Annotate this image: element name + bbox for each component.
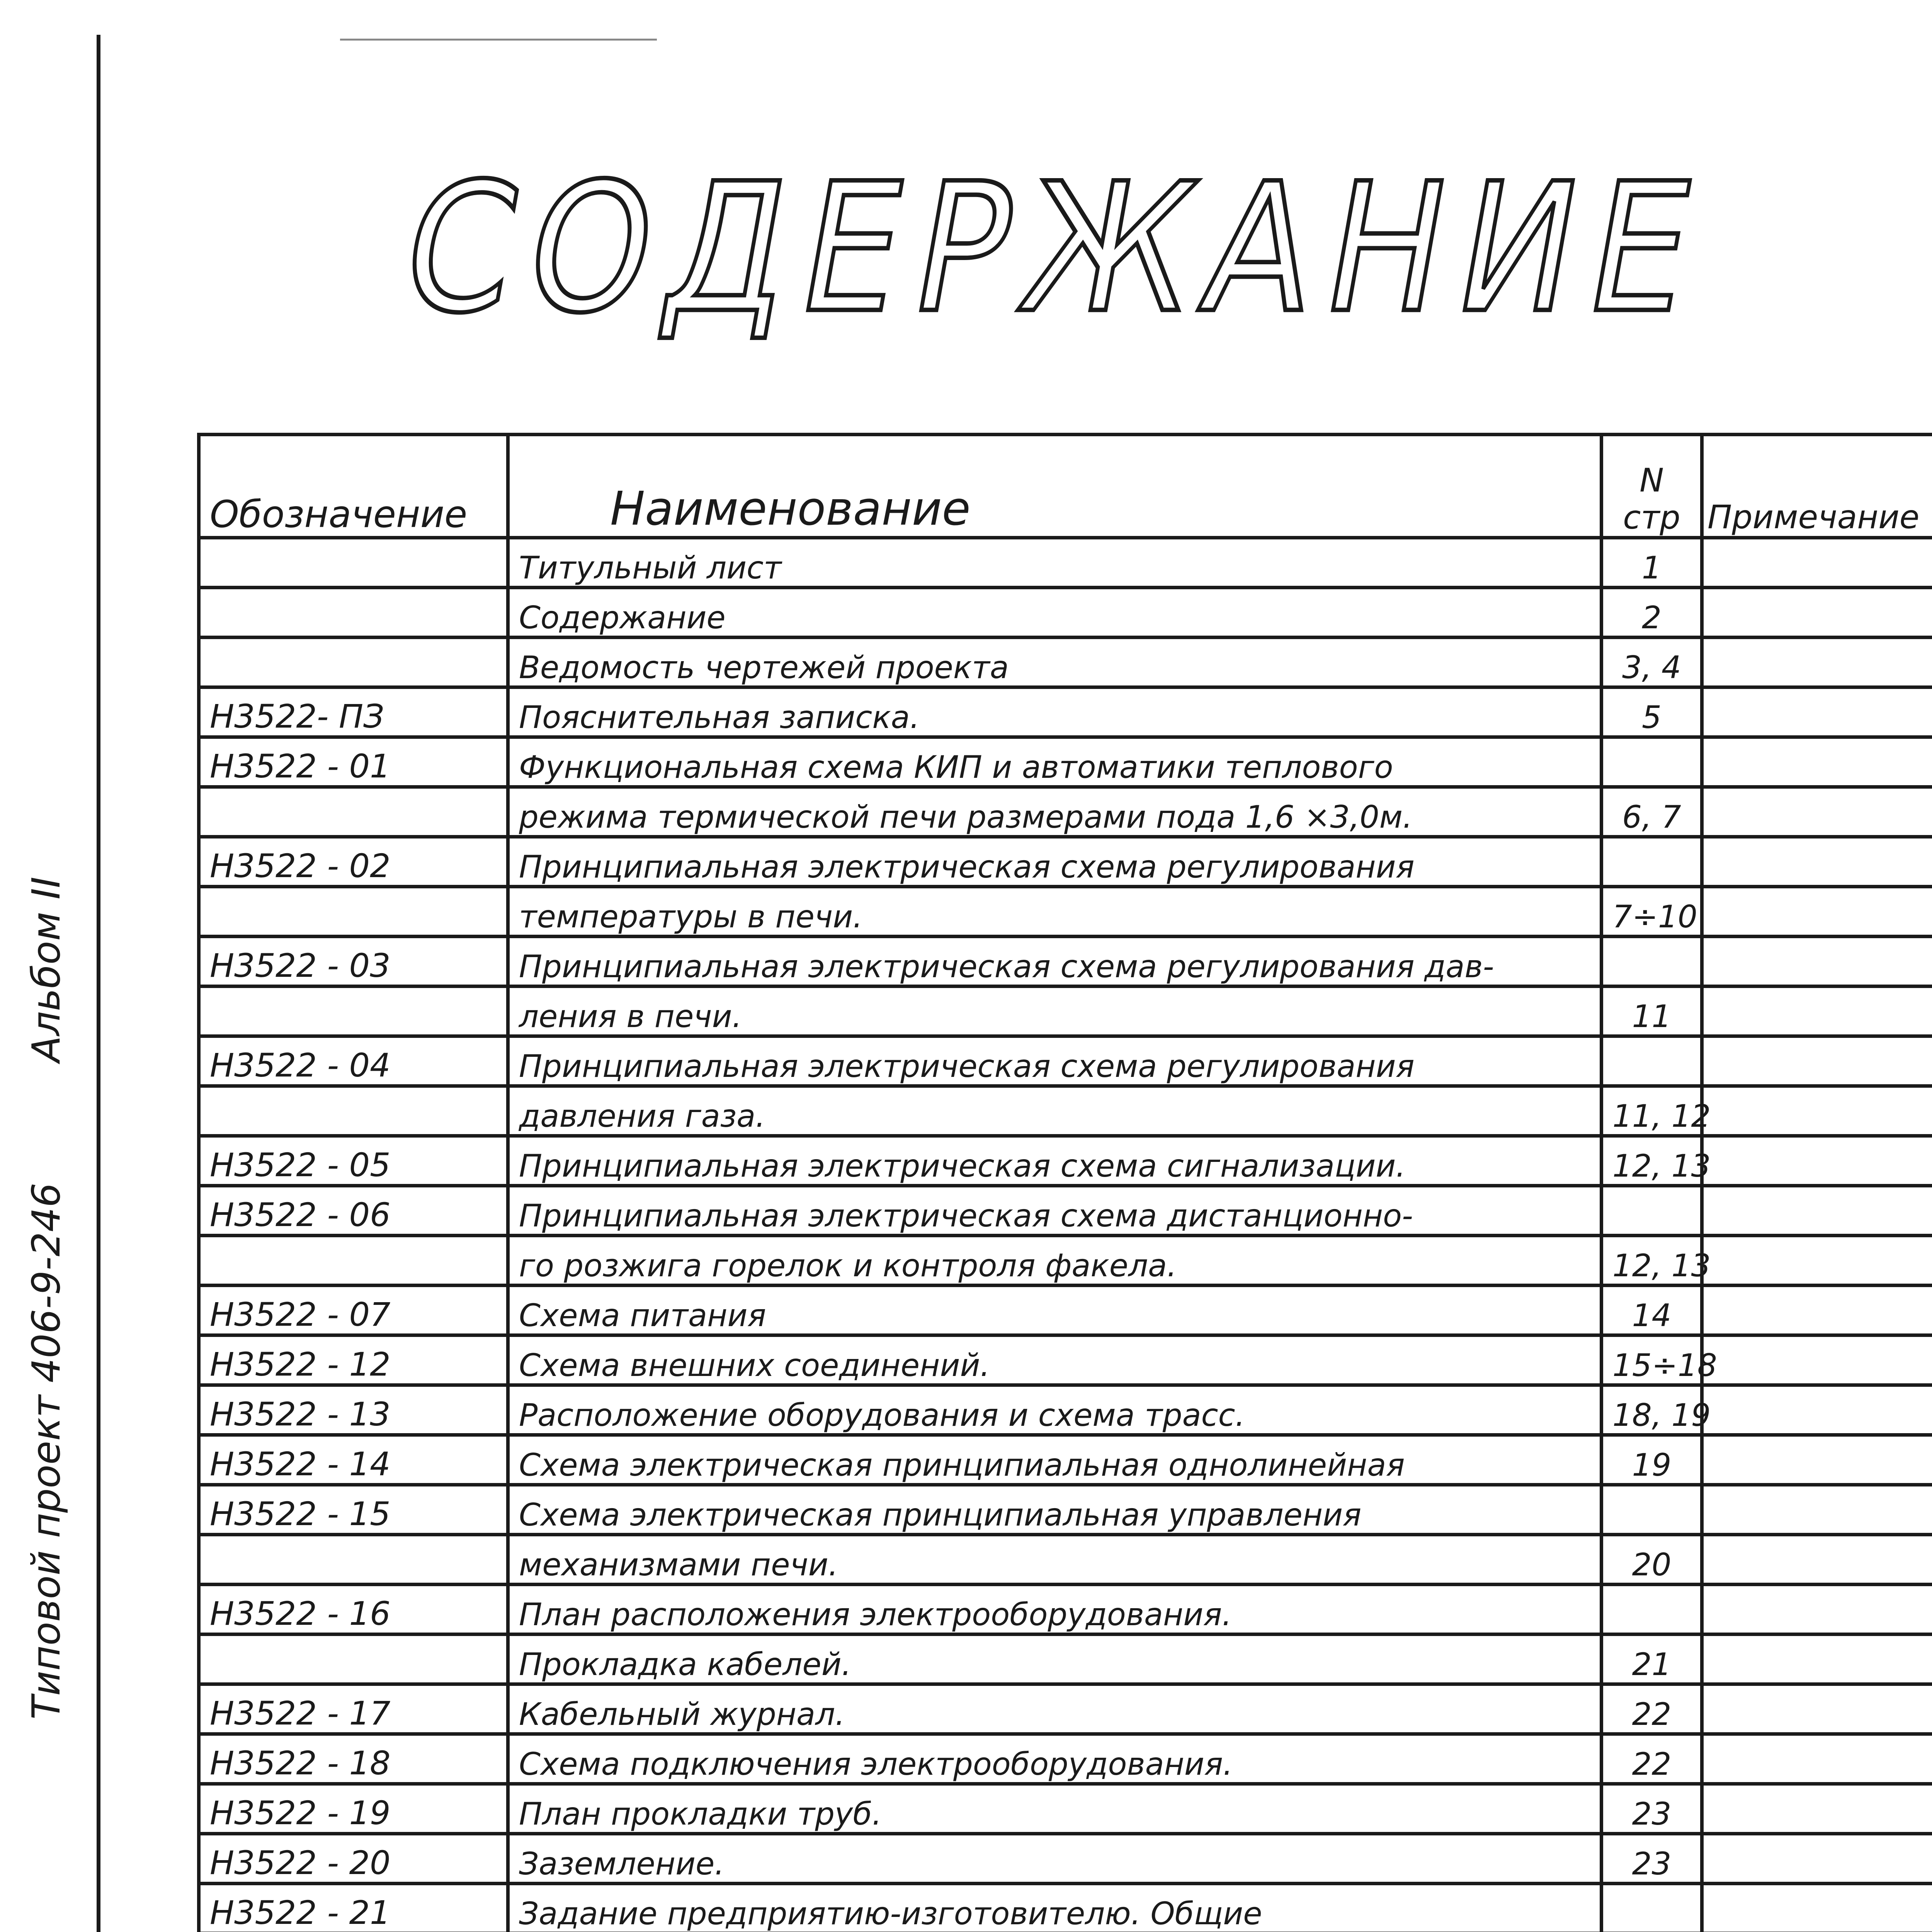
row-name: механизмами печи. (508, 1535, 1602, 1585)
row-page: 11, 12 (1602, 1086, 1702, 1136)
table-row (199, 1884, 1932, 1932)
row-page: 23 (1602, 1834, 1702, 1884)
row-note (1702, 1834, 1932, 1884)
row-name: Заземление. (508, 1834, 1602, 1884)
row-page: 18, 19 (1602, 1385, 1702, 1435)
table-row (199, 1634, 1932, 1684)
table-body (199, 538, 1932, 1932)
row-name: Прокладка кабелей. (508, 1634, 1602, 1684)
project-caption: Типовой проект 406-9-246 (24, 1182, 69, 1719)
row-name: Пояснительная записка. (508, 687, 1602, 737)
table-row (199, 887, 1932, 937)
row-code (199, 588, 508, 638)
header-page-str: стр (1623, 498, 1680, 536)
row-note (1702, 638, 1932, 687)
row-note (1702, 1136, 1932, 1186)
table-row (199, 737, 1932, 787)
row-code: Н3522 - 21 (199, 1884, 508, 1932)
table-row (199, 687, 1932, 737)
row-page: 23 (1602, 1784, 1702, 1834)
row-page: 20 (1602, 1535, 1702, 1585)
contents-table (197, 433, 1932, 1932)
row-page: 14 (1602, 1286, 1702, 1335)
row-code: Н3522 - 13 (199, 1385, 508, 1435)
frame-top-mark (340, 39, 657, 41)
row-name: Схема внешних соединений. (508, 1335, 1602, 1385)
row-page (1602, 1585, 1702, 1634)
row-note (1702, 1036, 1932, 1086)
row-note (1702, 588, 1932, 638)
row-name: Схема электрическая принципиальная управления (508, 1485, 1602, 1535)
table-row (199, 837, 1932, 887)
table-row (199, 937, 1932, 986)
row-code: Н3522 - 18 (199, 1734, 508, 1784)
row-page: 6, 7 (1602, 787, 1702, 837)
header-code: Обозначение (199, 435, 508, 538)
side-caption (15, 792, 77, 1719)
row-code: Н3522 - 12 (199, 1335, 508, 1385)
row-note (1702, 787, 1932, 837)
header-name: Наименование (508, 435, 1602, 538)
row-page (1602, 1485, 1702, 1535)
row-name: Схема электрическая принципиальная однолинейная (508, 1435, 1602, 1485)
row-code: Н3522 - 17 (199, 1684, 508, 1734)
row-note (1702, 1186, 1932, 1236)
row-name: ления в печи. (508, 986, 1602, 1036)
table-row (199, 1435, 1932, 1485)
table-row (199, 1136, 1932, 1186)
row-note (1702, 1385, 1932, 1435)
row-page: 22 (1602, 1684, 1702, 1734)
row-name: План прокладки труб. (508, 1784, 1602, 1834)
row-page (1602, 1884, 1702, 1932)
row-note (1702, 1585, 1932, 1634)
row-note (1702, 887, 1932, 937)
row-name: Функциональная схема КИП и автоматики теплового (508, 737, 1602, 787)
row-name: температуры в печи. (508, 887, 1602, 937)
table-row (199, 787, 1932, 837)
row-code (199, 538, 508, 588)
row-name: Принципиальная электрическая схема регулирования (508, 837, 1602, 887)
frame-left-border (97, 35, 100, 1932)
row-code (199, 787, 508, 837)
table-row (199, 538, 1932, 588)
header-note: Примечание (1702, 435, 1932, 538)
row-code: Н3522 - 03 (199, 937, 508, 986)
row-code (199, 1634, 508, 1684)
row-name: Расположение оборудования и схема трасс. (508, 1385, 1602, 1435)
row-page: 12, 13 (1602, 1136, 1702, 1186)
row-note (1702, 538, 1932, 588)
table-row (199, 986, 1932, 1036)
table-row (199, 638, 1932, 687)
row-code (199, 1086, 508, 1136)
table-row (199, 1286, 1932, 1335)
table-row (199, 1784, 1932, 1834)
row-code: Н3522 - 05 (199, 1136, 508, 1186)
table-row (199, 1036, 1932, 1086)
row-code: Н3522 - 19 (199, 1784, 508, 1834)
row-note (1702, 1485, 1932, 1535)
row-code: Н3522 - 01 (199, 737, 508, 787)
row-code: Н3522 - 06 (199, 1186, 508, 1236)
row-page (1602, 1186, 1702, 1236)
table-row (199, 1485, 1932, 1535)
row-note (1702, 1535, 1932, 1585)
row-page (1602, 737, 1702, 787)
table-row (199, 1186, 1932, 1236)
table-row (199, 1684, 1932, 1734)
row-page: 22 (1602, 1734, 1702, 1784)
row-note (1702, 937, 1932, 986)
header-page (1602, 435, 1702, 538)
row-name: Задание предприятию-изготовителю. Общие (508, 1884, 1602, 1932)
row-code: Н3522 - 16 (199, 1585, 508, 1634)
row-code: Н3522- ПЗ (199, 687, 508, 737)
row-name: Титульный лист (508, 538, 1602, 588)
row-note (1702, 1634, 1932, 1684)
row-note (1702, 1784, 1932, 1834)
row-page: 5 (1602, 687, 1702, 737)
row-page: 7÷10 (1602, 887, 1702, 937)
row-note (1702, 1435, 1932, 1485)
row-code (199, 887, 508, 937)
row-code (199, 986, 508, 1036)
row-page (1602, 937, 1702, 986)
row-page: 3, 4 (1602, 638, 1702, 687)
row-name: Кабельный журнал. (508, 1684, 1602, 1734)
table-row (199, 1385, 1932, 1435)
row-name: Содержание (508, 588, 1602, 638)
row-name: режима термической печи размерами пода 1,6 ×3,0м. (508, 787, 1602, 837)
row-name: Принципиальная электрическая схема дистанционно- (508, 1186, 1602, 1236)
table-row (199, 1834, 1932, 1884)
row-name: План расположения электрооборудования. (508, 1585, 1602, 1634)
row-note (1702, 1684, 1932, 1734)
row-note (1702, 1335, 1932, 1385)
row-code: Н3522 - 07 (199, 1286, 508, 1335)
row-name: Принципиальная электрическая схема сигнализации. (508, 1136, 1602, 1186)
table-row (199, 1734, 1932, 1784)
row-page: 15÷18 (1602, 1335, 1702, 1385)
table-row (199, 1535, 1932, 1585)
row-name: Принципиальная электрическая схема регулирования дав- (508, 937, 1602, 986)
row-code: Н3522 - 02 (199, 837, 508, 887)
table-row (199, 1236, 1932, 1286)
row-note (1702, 687, 1932, 737)
row-note (1702, 1734, 1932, 1784)
row-name: Схема питания (508, 1286, 1602, 1335)
row-page: 12, 13 (1602, 1236, 1702, 1286)
row-name: го розжига горелок и контроля факела. (508, 1236, 1602, 1286)
table-row (199, 1086, 1932, 1136)
album-caption: Альбом II (24, 876, 69, 1063)
row-page: 19 (1602, 1435, 1702, 1485)
row-note (1702, 1236, 1932, 1286)
row-code (199, 1236, 508, 1286)
row-note (1702, 837, 1932, 887)
header-page-n: N (1639, 461, 1664, 499)
row-note (1702, 986, 1932, 1036)
row-code (199, 638, 508, 687)
row-page: 11 (1602, 986, 1702, 1036)
row-page (1602, 837, 1702, 887)
row-page: 21 (1602, 1634, 1702, 1684)
row-name: давления газа. (508, 1086, 1602, 1136)
row-note (1702, 1884, 1932, 1932)
row-page: 2 (1602, 588, 1702, 638)
row-page: 1 (1602, 538, 1702, 588)
row-code: Н3522 - 20 (199, 1834, 508, 1884)
row-name: Ведомость чертежей проекта (508, 638, 1602, 687)
row-name: Схема подключения электрооборудования. (508, 1734, 1602, 1784)
row-code: Н3522 - 04 (199, 1036, 508, 1086)
row-name: Принципиальная электрическая схема регулирования (508, 1036, 1602, 1086)
table-row (199, 1585, 1932, 1634)
row-note (1702, 1286, 1932, 1335)
table-row (199, 1335, 1932, 1385)
page-title: СОДЕРЖАНИЕ (389, 145, 1723, 352)
row-code: Н3522 - 14 (199, 1435, 508, 1485)
row-code: Н3522 - 15 (199, 1485, 508, 1535)
table-header-row (199, 435, 1932, 538)
row-page (1602, 1036, 1702, 1086)
row-note (1702, 1086, 1932, 1136)
table-row (199, 588, 1932, 638)
row-note (1702, 737, 1932, 787)
row-code (199, 1535, 508, 1585)
